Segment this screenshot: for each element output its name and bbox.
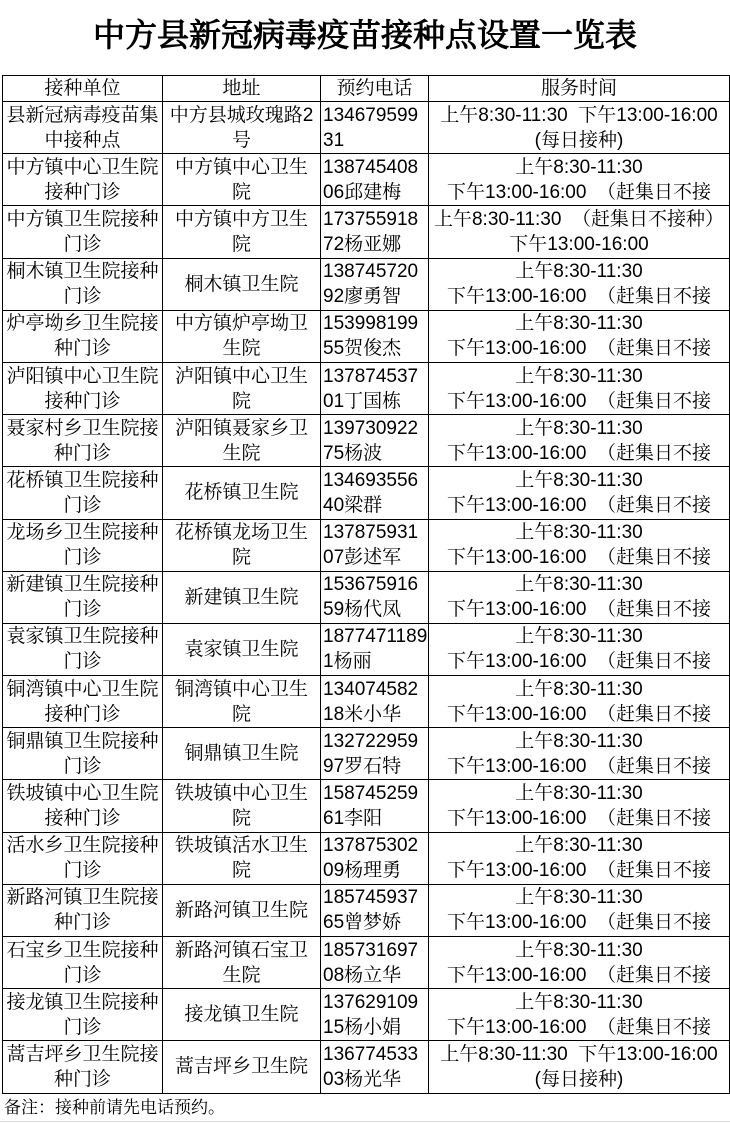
cell-hours — [429, 415, 730, 467]
hours-text-line: 上午8:30-11:30 — [515, 365, 643, 387]
cell-unit — [3, 937, 163, 989]
address-text-line: 生院 — [222, 442, 261, 464]
cell-address — [163, 310, 321, 362]
unit-text-line: 种门诊 — [53, 338, 111, 360]
page-title: 中方县新冠病毒疫苗接种点设置一览表 — [92, 17, 637, 53]
cell-address — [163, 728, 321, 780]
unit-text-line: 铜湾镇中心卫生院 — [6, 678, 159, 700]
cell-hours — [429, 1041, 730, 1093]
cell-phone — [321, 623, 429, 675]
address-text-line: 铁坡镇活水卫生 — [174, 835, 308, 857]
address-text-line: 新路河镇石宝卫 — [174, 939, 308, 961]
unit-text-line: 县新冠病毒疫苗集 — [6, 104, 159, 126]
cell-address — [163, 258, 321, 310]
address-text-line: 桐木镇卫生院 — [184, 273, 299, 295]
hours-text-line: 下午13:00-16:00 （赶集日不接 — [447, 808, 711, 830]
cell-address — [163, 676, 321, 728]
cell-unit — [3, 154, 163, 206]
unit-text-line: 种门诊 — [53, 442, 111, 464]
phone-text-line: 158745259 — [323, 783, 419, 805]
cell-hours — [429, 571, 730, 623]
cell-hours — [429, 467, 730, 519]
phone-text-line: 185745937 — [323, 887, 419, 909]
unit-text-line: 接种门诊 — [44, 390, 121, 412]
unit-text-line: 新路河镇卫生院接 — [6, 887, 159, 909]
phone-text-line: 97罗石特 — [323, 755, 402, 777]
table-row — [3, 780, 730, 832]
hours-text-line: 上午8:30-11:30 — [515, 417, 643, 439]
phone-text-line: 07彭述军 — [323, 547, 402, 569]
table-row — [3, 623, 730, 675]
hours-text-line: 下午13:00-16:00 （赶集日不接 — [447, 1016, 711, 1038]
unit-text-line: 袁家镇卫生院接种 — [6, 626, 159, 648]
address-text-line: 铁坡镇中心卫生 — [174, 783, 308, 805]
table-row — [3, 154, 730, 206]
address-text-line: 中方镇中方卫生 — [174, 208, 308, 230]
cell-hours — [429, 728, 730, 780]
hours-text-line: 下午13:00-16:00 （赶集日不接 — [447, 651, 711, 673]
table-row — [3, 1041, 730, 1093]
cell-address — [163, 102, 321, 154]
cell-unit — [3, 415, 163, 467]
table-row — [3, 676, 730, 728]
cell-hours — [429, 989, 730, 1041]
phone-text-line: 55贺俊杰 — [323, 338, 402, 360]
address-text-line: 铜鼎镇卫生院 — [184, 743, 299, 765]
hours-text-line: 下午13:00-16:00 （赶集日不接 — [447, 286, 711, 308]
hours-text-line: 下午13:00-16:00 — [509, 233, 649, 255]
hours-text-line: 下午13:00-16:00 （赶集日不接 — [447, 599, 711, 621]
phone-text-line: 61李阳 — [323, 808, 383, 830]
cell-address — [163, 937, 321, 989]
unit-text-line: 石宝乡卫生院接种 — [6, 939, 159, 961]
hours-text-line: 下午13:00-16:00 （赶集日不接 — [447, 860, 711, 882]
cell-hours — [429, 676, 730, 728]
phone-text-line: 59杨代凤 — [323, 599, 402, 621]
cell-phone — [321, 415, 429, 467]
address-text-line: 院 — [231, 233, 251, 255]
unit-text-line: 接龙镇卫生院接种 — [6, 991, 159, 1013]
cell-hours — [429, 310, 730, 362]
hours-text-line: 上午8:30-11:30 — [515, 991, 643, 1013]
phone-text-line: 1杨丽 — [323, 651, 372, 673]
table-row — [3, 310, 730, 362]
unit-text-line: 桐木镇卫生院接种 — [6, 261, 159, 283]
hours-text-line: 上午8:30-11:30 — [515, 730, 643, 752]
table-row — [3, 937, 730, 989]
cell-hours — [429, 884, 730, 936]
hours-text-line: 下午13:00-16:00 （赶集日不接 — [447, 964, 711, 986]
hours-text-line: 上午8:30-11:30 — [515, 678, 643, 700]
vaccination-site-table — [2, 75, 730, 1094]
table-row — [3, 728, 730, 780]
column-header-phone: 预约电话 — [321, 76, 429, 102]
address-text-line: 蒿吉坪乡卫生院 — [174, 1056, 308, 1078]
cell-unit — [3, 832, 163, 884]
hours-text-line: 上午8:30-11:30 — [515, 835, 643, 857]
sheet-gridline — [0, 1121, 730, 1122]
phone-text-line: 139730922 — [323, 417, 419, 439]
cell-phone — [321, 728, 429, 780]
table-row — [3, 989, 730, 1041]
unit-text-line: 接种门诊 — [44, 181, 121, 203]
cell-phone — [321, 832, 429, 884]
column-header-unit: 接种单位 — [3, 76, 163, 102]
unit-text-line: 龙场乡卫生院接种 — [6, 522, 159, 544]
table-row — [3, 571, 730, 623]
unit-text-line: 种门诊 — [53, 1068, 111, 1090]
cell-phone — [321, 362, 429, 414]
phone-text-line: 03杨光华 — [323, 1068, 402, 1090]
phone-text-line: 137875931 — [323, 522, 419, 544]
cell-address — [163, 989, 321, 1041]
hours-text-line: 上午8:30-11:30 下午13:00-16:00 — [440, 1043, 718, 1065]
address-text-line: 新建镇卫生院 — [184, 586, 299, 608]
hours-text-line: (每日接种) — [534, 1068, 624, 1090]
cell-phone — [321, 884, 429, 936]
address-text-line: 院 — [231, 860, 251, 882]
unit-text-line: 聂家村乡卫生院接 — [6, 417, 159, 439]
cell-unit — [3, 519, 163, 571]
hours-text-line: 上午8:30-11:30 — [515, 469, 643, 491]
phone-text-line: 153675916 — [323, 574, 419, 596]
cell-hours — [429, 362, 730, 414]
phone-text-line: 134074582 — [323, 678, 419, 700]
cell-hours — [429, 623, 730, 675]
cell-hours — [429, 832, 730, 884]
unit-text-line: 门诊 — [63, 494, 102, 516]
cell-hours — [429, 519, 730, 571]
unit-text-line: 炉亭坳乡卫生院接 — [6, 313, 159, 335]
address-text-line: 铜湾镇中心卫生 — [174, 678, 308, 700]
phone-text-line: 137875302 — [323, 835, 419, 857]
cell-unit — [3, 362, 163, 414]
phone-text-line: 65曾梦娇 — [323, 912, 402, 934]
cell-unit — [3, 884, 163, 936]
phone-text-line: 31 — [323, 129, 345, 151]
cell-hours — [429, 102, 730, 154]
column-header-address: 地址 — [163, 76, 321, 102]
phone-text-line: 137874537 — [323, 365, 419, 387]
address-text-line: 院 — [231, 808, 251, 830]
hours-text-line: 上午8:30-11:30 — [515, 783, 643, 805]
cell-hours — [429, 937, 730, 989]
phone-text-line: 136774533 — [323, 1043, 419, 1065]
hours-text-line: 上午8:30-11:30 — [515, 313, 643, 335]
hours-text-line: 下午13:00-16:00 （赶集日不接 — [447, 442, 711, 464]
hours-text-line: 下午13:00-16:00 （赶集日不接 — [447, 755, 711, 777]
hours-text-line: (每日接种) — [534, 129, 624, 151]
address-text-line: 院 — [231, 390, 251, 412]
address-text-line: 接龙镇卫生院 — [184, 1004, 299, 1026]
unit-text-line: 门诊 — [63, 651, 102, 673]
unit-text-line: 泸阳镇中心卫生院 — [6, 365, 159, 387]
phone-text-line: 09杨理勇 — [323, 860, 402, 882]
address-text-line: 花桥镇卫生院 — [184, 482, 299, 504]
unit-text-line: 蒿吉坪乡卫生院接 — [6, 1043, 159, 1065]
address-text-line: 生院 — [222, 964, 261, 986]
column-header-hours: 服务时间 — [429, 76, 730, 102]
cell-unit — [3, 780, 163, 832]
phone-text-line: 134679599 — [323, 104, 419, 126]
table-header — [3, 76, 730, 102]
table-row — [3, 884, 730, 936]
cell-phone — [321, 780, 429, 832]
cell-address — [163, 467, 321, 519]
cell-unit — [3, 467, 163, 519]
hours-text-line: 上午8:30-11:30 （赶集日不接种） — [433, 208, 724, 230]
address-text-line: 号 — [231, 129, 251, 151]
hours-text-line: 下午13:00-16:00 （赶集日不接 — [447, 390, 711, 412]
cell-unit — [3, 571, 163, 623]
cell-address — [163, 415, 321, 467]
unit-text-line: 新建镇卫生院接种 — [6, 574, 159, 596]
cell-phone — [321, 937, 429, 989]
unit-text-line: 活水乡卫生院接种 — [6, 835, 159, 857]
unit-text-line: 接种门诊 — [44, 808, 121, 830]
cell-address — [163, 832, 321, 884]
hours-text-line: 下午13:00-16:00 （赶集日不接 — [447, 494, 711, 516]
unit-text-line: 中方镇中心卫生院 — [6, 156, 159, 178]
cell-address — [163, 623, 321, 675]
address-text-line: 生院 — [222, 338, 261, 360]
table-row — [3, 415, 730, 467]
table-row — [3, 206, 730, 258]
table-row — [3, 362, 730, 414]
cell-unit — [3, 728, 163, 780]
phone-text-line: 72杨亚娜 — [323, 233, 402, 255]
unit-text-line: 门诊 — [63, 1016, 102, 1038]
cell-phone — [321, 258, 429, 310]
cell-unit — [3, 310, 163, 362]
hours-text-line: 下午13:00-16:00 （赶集日不接 — [447, 547, 711, 569]
hours-text-line: 下午13:00-16:00 （赶集日不接 — [447, 181, 711, 203]
cell-phone — [321, 206, 429, 258]
cell-unit — [3, 258, 163, 310]
phone-text-line: 75杨波 — [323, 442, 383, 464]
phone-text-line: 153998199 — [323, 313, 419, 335]
hours-text-line: 上午8:30-11:30 下午13:00-16:00 — [440, 104, 718, 126]
cell-address — [163, 154, 321, 206]
cell-address — [163, 884, 321, 936]
cell-address — [163, 780, 321, 832]
table-body — [3, 102, 730, 1094]
cell-unit — [3, 1041, 163, 1093]
cell-hours — [429, 780, 730, 832]
table-row — [3, 258, 730, 310]
address-text-line: 花桥镇龙场卫生 — [174, 522, 308, 544]
unit-text-line: 门诊 — [63, 964, 102, 986]
cell-phone — [321, 154, 429, 206]
hours-text-line: 上午8:30-11:30 — [515, 887, 643, 909]
address-text-line: 中方镇中心卫生 — [174, 156, 308, 178]
phone-text-line: 92廖勇智 — [323, 286, 402, 308]
unit-text-line: 门诊 — [63, 860, 102, 882]
phone-text-line: 15杨小娟 — [323, 1016, 402, 1038]
cell-phone — [321, 1041, 429, 1093]
unit-text-line: 铁坡镇中心卫生院 — [6, 783, 159, 805]
hours-text-line: 下午13:00-16:00 （赶集日不接 — [447, 338, 711, 360]
cell-phone — [321, 676, 429, 728]
hours-text-line: 上午8:30-11:30 — [515, 939, 643, 961]
phone-text-line: 40梁群 — [323, 494, 383, 516]
cell-phone — [321, 519, 429, 571]
unit-text-line: 门诊 — [63, 547, 102, 569]
phone-text-line: 137629109 — [323, 991, 419, 1013]
address-text-line: 中方镇炉亭坳卫 — [174, 313, 308, 335]
cell-phone — [321, 467, 429, 519]
cell-hours — [429, 258, 730, 310]
unit-text-line: 门诊 — [63, 755, 102, 777]
hours-text-line: 下午13:00-16:00 （赶集日不接 — [447, 703, 711, 725]
cell-address — [163, 1041, 321, 1093]
phone-text-line: 01丁国栋 — [323, 390, 402, 412]
cell-address — [163, 362, 321, 414]
unit-text-line: 门诊 — [63, 599, 102, 621]
phone-text-line: 18米小华 — [323, 703, 402, 725]
cell-unit — [3, 623, 163, 675]
phone-text-line: 138745720 — [323, 261, 419, 283]
phone-text-line: 134693556 — [323, 469, 419, 491]
cell-phone — [321, 571, 429, 623]
cell-address — [163, 519, 321, 571]
address-text-line: 院 — [231, 703, 251, 725]
unit-text-line: 中方镇卫生院接种 — [6, 208, 159, 230]
address-text-line: 新路河镇卫生院 — [174, 899, 308, 921]
phone-text-line: 173755918 — [323, 208, 419, 230]
cell-phone — [321, 102, 429, 154]
unit-text-line: 门诊 — [63, 233, 102, 255]
table-row — [3, 102, 730, 154]
hours-text-line: 上午8:30-11:30 — [515, 522, 643, 544]
cell-unit — [3, 989, 163, 1041]
phone-text-line: 132722959 — [323, 730, 419, 752]
table-row — [3, 519, 730, 571]
address-text-line: 袁家镇卫生院 — [184, 638, 299, 660]
hours-text-line: 上午8:30-11:30 — [515, 261, 643, 283]
phone-text-line: 06邱建梅 — [323, 181, 402, 203]
cell-unit — [3, 102, 163, 154]
address-text-line: 中方县城玫瑰路2 — [169, 104, 314, 126]
cell-phone — [321, 989, 429, 1041]
unit-text-line: 中接种点 — [44, 129, 121, 151]
hours-text-line: 下午13:00-16:00 （赶集日不接 — [447, 912, 711, 934]
hours-text-line: 上午8:30-11:30 — [515, 156, 643, 178]
cell-hours — [429, 154, 730, 206]
phone-text-line: 08杨立华 — [323, 964, 402, 986]
phone-text-line: 1877471189 — [323, 626, 428, 648]
address-text-line: 院 — [231, 181, 251, 203]
unit-text-line: 接种门诊 — [44, 703, 121, 725]
address-text-line: 泸阳镇聂家乡卫 — [174, 417, 308, 439]
cell-address — [163, 571, 321, 623]
unit-text-line: 种门诊 — [53, 912, 111, 934]
address-text-line: 院 — [231, 547, 251, 569]
cell-unit — [3, 676, 163, 728]
hours-text-line: 上午8:30-11:30 — [515, 626, 643, 648]
cell-phone — [321, 310, 429, 362]
unit-text-line: 花桥镇卫生院接种 — [6, 469, 159, 491]
phone-text-line: 138745408 — [323, 156, 419, 178]
table-row — [3, 467, 730, 519]
hours-text-line: 上午8:30-11:30 — [515, 574, 643, 596]
address-text-line: 泸阳镇中心卫生 — [174, 365, 308, 387]
cell-address — [163, 206, 321, 258]
phone-text-line: 185731697 — [323, 939, 419, 961]
cell-unit — [3, 206, 163, 258]
cell-hours — [429, 206, 730, 258]
table-row — [3, 832, 730, 884]
table-header-row — [3, 76, 730, 102]
footnote: 备注：接种前请先电话预约。 — [4, 1098, 225, 1117]
unit-text-line: 门诊 — [63, 286, 102, 308]
unit-text-line: 铜鼎镇卫生院接种 — [6, 730, 159, 752]
